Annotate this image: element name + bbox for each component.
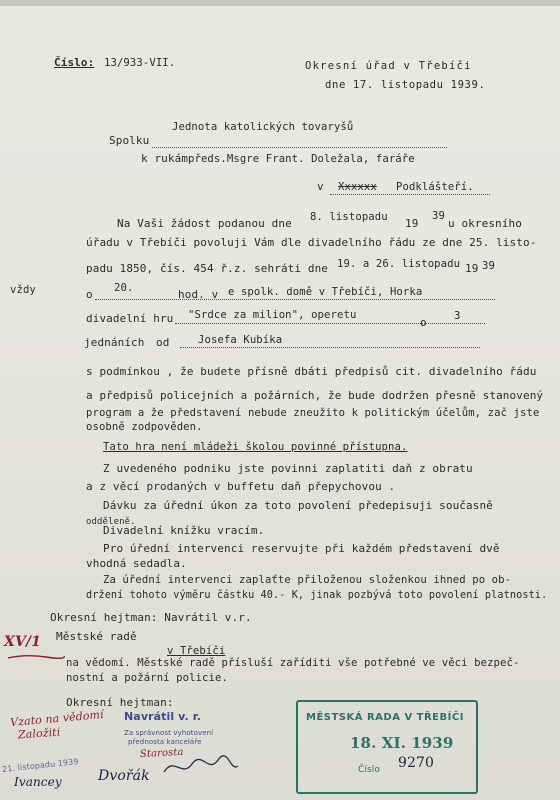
body-line-20: držení tohoto výměru částku 40.- K, jinak pozbývá toto povolení platnosti. xyxy=(86,590,548,601)
dotted-line xyxy=(95,299,495,300)
body-line-17: Pro úřední intervenci reservujte při každém představení dvě xyxy=(103,542,500,555)
struck-place: Xxxxxx xyxy=(338,181,377,193)
rukam-value: předs.Msgre Frant. Doležala, faráře xyxy=(188,153,415,165)
mestske-rade: Městské radě xyxy=(56,630,137,643)
play-author: Josefa Kubíka xyxy=(198,334,283,346)
signature-left: Ivancey xyxy=(14,775,62,789)
signature-scribble xyxy=(160,752,240,782)
spolku-value: Jednota katolických tovaryšů xyxy=(172,121,354,133)
body-line-14: Dávku za úřední úkon za toto povolení předepisuji současně xyxy=(103,499,493,512)
o-label: o xyxy=(86,288,93,301)
hra-label: divadelní hru xyxy=(86,312,174,325)
rukam-label: k rukám xyxy=(141,152,189,165)
vzdy-insert: vždy xyxy=(10,284,36,296)
performance-hour: 20. xyxy=(114,282,134,294)
play-title: "Srdce za milion", operetu xyxy=(188,309,357,321)
margin-mark-underline xyxy=(6,652,66,662)
v-trebici: v Třebíči xyxy=(167,645,226,657)
dotted-line xyxy=(152,147,447,148)
handwritten-note-2: Založiti xyxy=(17,725,61,742)
body-line-2: úřadu v Třebíči povoluji Vám dle divadelního řádu ze dne 25. listo- xyxy=(86,236,537,249)
od-label: od xyxy=(156,336,170,349)
performance-venue: e spolk. domě v Třebíči, Horka xyxy=(228,286,423,298)
body-line-10: osobně zodpověden. xyxy=(86,421,203,433)
dotted-line xyxy=(175,323,485,324)
signature-mid: Dvořák xyxy=(98,768,150,784)
body-line-18: vhodná sedadla. xyxy=(86,557,187,570)
body-line-25: nostní a požární policie. xyxy=(66,672,228,684)
cislo-value: 13/933-VII. xyxy=(104,57,176,69)
city-stamp-date: 18. XI. 1939 xyxy=(350,734,454,752)
hejtman-label: Okresní hejtman: xyxy=(66,696,174,709)
request-date: 8. listopadu xyxy=(310,211,388,223)
body-line-3a: padu 1850, čís. 454 ř.z. sehráti dne xyxy=(86,262,329,275)
office-name: Okresní úřad v Třebíči xyxy=(305,60,472,72)
body-line-16: Divadelní knížku vracím. xyxy=(103,524,265,537)
letter-date: dne 17. listopadu 1939. xyxy=(325,79,486,91)
handwritten-note-1: Vzato na vědomí xyxy=(9,707,105,730)
body-line-1a: Na Vaši žádost podanou dne xyxy=(117,217,292,230)
body-line-8: a předpisů policejních a požárních, že bude dodržen přesně stanovený xyxy=(86,389,544,402)
hod-label: hod. v xyxy=(178,288,219,301)
year-prefix: 19 xyxy=(405,217,419,230)
margin-mark: XV/1 xyxy=(4,634,41,650)
jednanich-label: jednáních xyxy=(84,336,145,349)
body-line-15: odděleně. xyxy=(86,517,136,527)
city-stamp-cislo-label: Číslo xyxy=(358,765,380,775)
youth-notice: Tato hra není mládeži školou povinné přístupna. xyxy=(103,441,408,453)
body-line-9: program a že představení nebude zneužito k politickým účelům, zač jste xyxy=(86,407,540,419)
body-line-7: s podmínkou , že budete přísně dbáti předpisů cit. divadelního řádu xyxy=(86,365,537,378)
body-line-24: na vědomí. Městské radě přísluší zaříditi vše potřebné ve věci bezpeč- xyxy=(66,657,520,669)
body-line-19: Za úřední intervenci zaplaťte přiloženou složenkou ihned po ob- xyxy=(103,574,512,586)
acts-o: o xyxy=(420,316,427,329)
city-stamp-header: MĚSTSKÁ RADA V TŘEBÍČI xyxy=(306,712,464,723)
year-suffix: 39 xyxy=(432,210,445,222)
hejtman-signed: Okresní hejtman: Navrátil v.r. xyxy=(50,611,252,624)
body-line-13: a z věcí prodaných v buffetu daň přepychovou . xyxy=(86,480,396,493)
page-top-edge xyxy=(0,0,560,6)
date-stamp: 21. listopadu 1939 xyxy=(1,757,79,774)
handwritten-starosta: Starosta xyxy=(139,746,184,761)
cislo-label: Číslo: xyxy=(54,56,95,69)
place-name: Podklášteří. xyxy=(396,181,474,193)
spolku-label: Spolku xyxy=(109,134,150,147)
body-line-12: Z uvedeného podniku jste povinni zaplatiti daň z obratu xyxy=(103,462,473,475)
sprav-stamp-1: Za správnost vyhotovení xyxy=(124,729,214,737)
year-suffix-2: 39 xyxy=(482,260,495,272)
city-stamp-number: 9270 xyxy=(398,755,435,771)
acts-count: 3 xyxy=(454,310,461,322)
performance-dates: 19. a 26. listopadu xyxy=(337,258,461,270)
navratil-stamp: Navrátil v. r. xyxy=(124,710,201,723)
dotted-line xyxy=(330,194,490,195)
year-prefix-2: 19 xyxy=(465,262,479,275)
sprav-stamp-2: přednosta kanceláře xyxy=(128,738,202,746)
dotted-line xyxy=(180,347,480,348)
body-line-1b: u okresního xyxy=(448,217,522,230)
v-label: v xyxy=(317,180,324,193)
